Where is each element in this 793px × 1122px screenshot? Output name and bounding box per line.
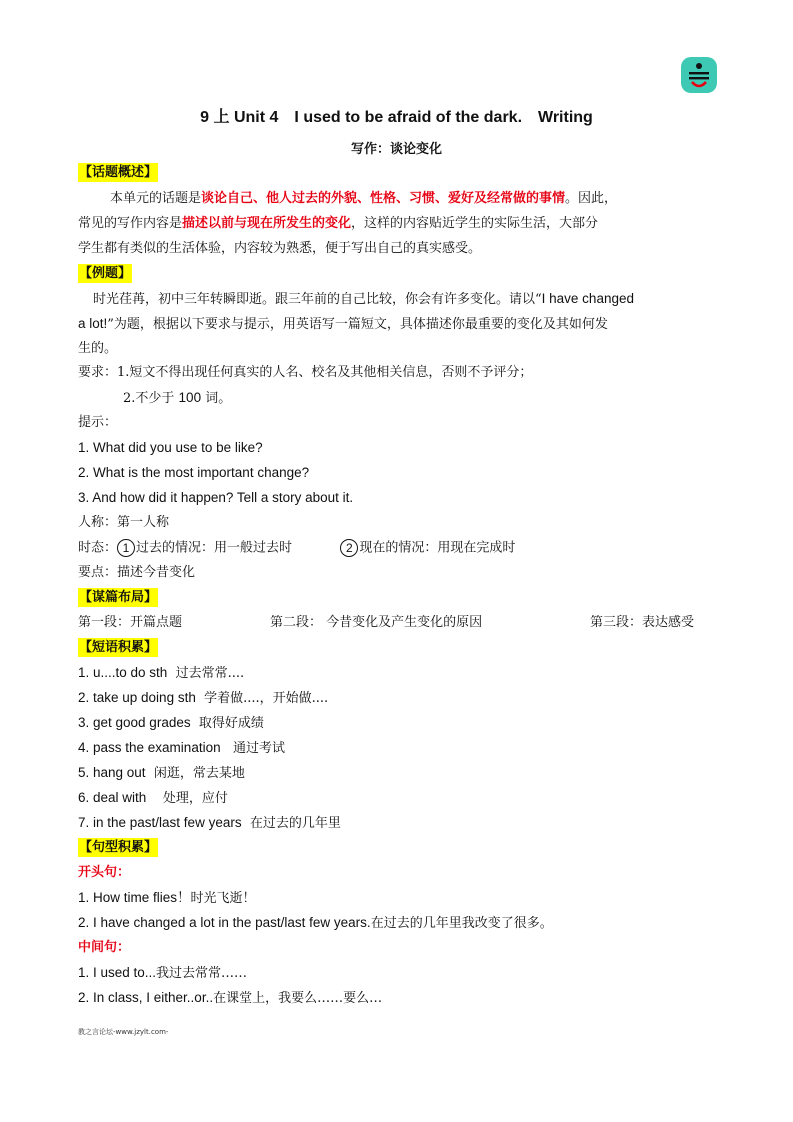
layout-paragraph-2: 第二段： 今昔变化及产生变化的原因: [270, 615, 483, 630]
site-logo-icon: [681, 57, 717, 93]
section-heading-overview: 【话题概述】: [79, 165, 158, 180]
circled-number-2: 2: [340, 539, 358, 557]
layout-paragraph-3: 第三段：表达感受: [590, 615, 695, 630]
overview-line-3: 学生都有类似的生活体验，内容较为熟悉，便于写出自己的真实感受。: [78, 241, 482, 256]
example-line-2: a lot!”为题，根据以下要求与提示，用英语写一篇短文，具体描述你最重要的变化及其如何发: [78, 316, 608, 332]
hint-question-2: 2. What is the most important change?: [78, 465, 310, 480]
requirement-2: 2.不少于 100 词。: [123, 390, 232, 406]
layout-paragraph-1: 第一段：开篇点题: [78, 615, 183, 630]
opening-sentence-2: 2. I have changed a lot in the past/last few years.在过去的几年里我改变了很多。: [78, 915, 553, 931]
tense-info: 时态： 1 过去的情况：用一般过去时 2 现在的情况：用现在完成时: [78, 540, 516, 556]
phrase-item: 5. hang out 闲逛，常去某地: [78, 765, 245, 781]
requirement-1: 要求：1.短文不得出现任何真实的人名、校名及其他相关信息，否则不予评分；: [78, 365, 533, 380]
page-subtitle: 写作：谈论变化: [350, 142, 442, 157]
person-info: 人称：第一人称: [78, 515, 170, 530]
phrase-item: 2. take up doing sth 学着做....，开始做....: [78, 690, 329, 706]
opening-sentence-1: 1. How time flies！时光飞逝！: [78, 890, 256, 906]
middle-sentences-label: 中间句：: [78, 940, 131, 955]
section-heading-phrases: 【短语积累】: [79, 640, 158, 655]
opening-sentences-label: 开头句：: [78, 865, 131, 880]
phrase-item: 4. pass the examination 通过考试: [78, 740, 286, 756]
phrase-item: 6. deal with 处理，应付: [78, 790, 228, 806]
page-footer: 教之言论坛-www.jzylt.com-: [78, 1028, 169, 1036]
layout-paragraphs: [78, 614, 718, 632]
key-point: 要点：描述今昔变化: [78, 565, 196, 580]
phrase-item: 3. get good grades 取得好成绩: [78, 715, 264, 731]
middle-sentence-2: 2. In class, I either..or..在课堂上，我要么……要么…: [78, 990, 383, 1006]
phrase-item: 7. in the past/last few years 在过去的几年里: [78, 815, 341, 831]
page-title: 9 上 Unit 4 I used to be afraid of the dark. Writing: [200, 109, 593, 126]
middle-sentence-1: 1. I used to...我过去常常……: [78, 965, 248, 981]
hint-label: 提示：: [78, 415, 118, 430]
example-line-1: 时光荏苒，初中三年转瞬即逝。跟三年前的自己比较，你会有许多变化。请以“I have changed: [93, 291, 634, 307]
hint-question-1: 1. What did you use to be like?: [78, 440, 263, 455]
section-heading-layout: 【谋篇布局】: [79, 590, 158, 605]
section-heading-example: 【例题】: [79, 266, 132, 281]
section-heading-sentences: 【句型积累】: [79, 840, 158, 855]
example-line-3: 生的。: [78, 341, 118, 356]
overview-line-1: 本单元的话题是谈论自己、他人过去的外貌、性格、习惯、爱好及经常做的事情。因此，: [110, 191, 618, 206]
phrase-item: 1. u....to do sth 过去常常....: [78, 665, 245, 681]
overview-line-2: 常见的写作内容是描述以前与现在所发生的变化，这样的内容贴近学生的实际生活，大部分: [78, 216, 599, 231]
circled-number-1: 1: [117, 539, 135, 557]
hint-question-3: 3. And how did it happen? Tell a story about it.: [78, 490, 354, 505]
